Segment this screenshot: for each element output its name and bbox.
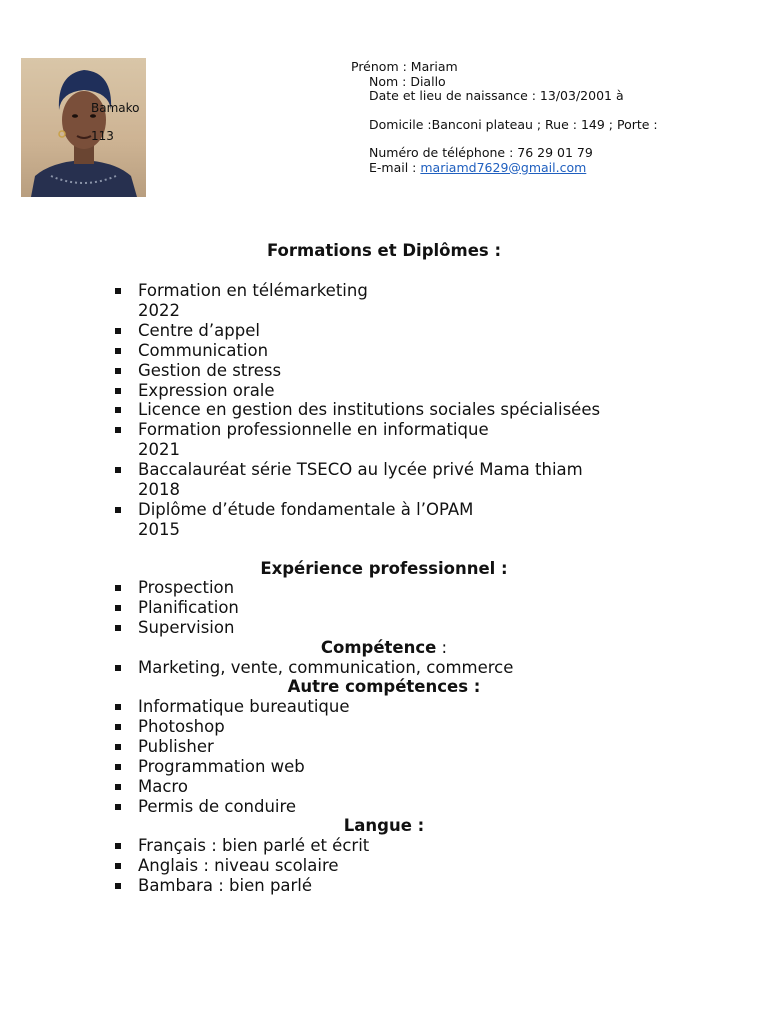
list-item: Macro (113, 777, 350, 797)
list-item: Prospection (113, 578, 239, 598)
list-item: Formation professionnelle en informatique 2021 (113, 420, 600, 460)
list-item: Photoshop (113, 717, 350, 737)
list-item: Communication (113, 341, 600, 361)
photo-overlay-number: 113 (91, 129, 114, 143)
address: Domicile :Banconi plateau ; Rue : 149 ; Porte : (369, 116, 658, 132)
list-item: Baccalauréat série TSECO au lycée privé Mama thiam 2018 (113, 460, 600, 500)
email-link[interactable]: mariamd7629@gmail.com (420, 159, 587, 175)
list-item: Planification (113, 598, 239, 618)
list-item: Programmation web (113, 757, 350, 777)
list-item: Bambara : bien parlé (113, 876, 369, 896)
personal-info (351, 60, 658, 175)
list-item: Formation en télémarketing 2022 (113, 281, 600, 321)
other-skills-list (113, 697, 350, 816)
list-item: Diplôme d’étude fondamentale à l’OPAM 2015 (113, 500, 600, 540)
list-item: Supervision (113, 618, 239, 638)
list-item: Publisher (113, 737, 350, 757)
phone: Numéro de téléphone : 76 29 01 79 (369, 145, 593, 160)
photo-overlay-city: Bamako (91, 101, 140, 115)
email-label: E-mail : (369, 159, 421, 175)
profile-photo (21, 58, 146, 197)
list-item: Anglais : niveau scolaire (113, 856, 369, 876)
languages-list (113, 836, 369, 896)
experience-list (113, 578, 239, 638)
section-title-languages: Langue : (343, 816, 425, 835)
birth-info: Date et lieu de naissance : 13/03/2001 à (369, 88, 624, 103)
section-title-competence: Compétence : (320, 638, 448, 657)
first-name: Prénom : Mariam (351, 59, 458, 74)
list-item: Licence en gestion des institutions sociales spécialisées (113, 400, 600, 420)
list-item: Informatique bureautique (113, 697, 350, 717)
formations-list (113, 281, 600, 540)
section-title-formations: Formations et Diplômes : (266, 241, 502, 260)
list-item: Gestion de stress (113, 361, 600, 381)
list-item: Permis de conduire (113, 797, 350, 817)
list-item: Centre d’appel (113, 321, 600, 341)
competence-list (113, 658, 513, 678)
last-name: Nom : Diallo (369, 73, 446, 89)
section-title-experience: Expérience professionnel : (260, 559, 508, 578)
list-item: Français : bien parlé et écrit (113, 836, 369, 856)
portrait-illustration (21, 58, 146, 197)
email-line (351, 161, 658, 176)
list-item: Marketing, vente, communication, commerce (113, 658, 513, 678)
list-item: Expression orale (113, 381, 600, 401)
section-title-other-skills: Autre compétences : (287, 677, 481, 696)
